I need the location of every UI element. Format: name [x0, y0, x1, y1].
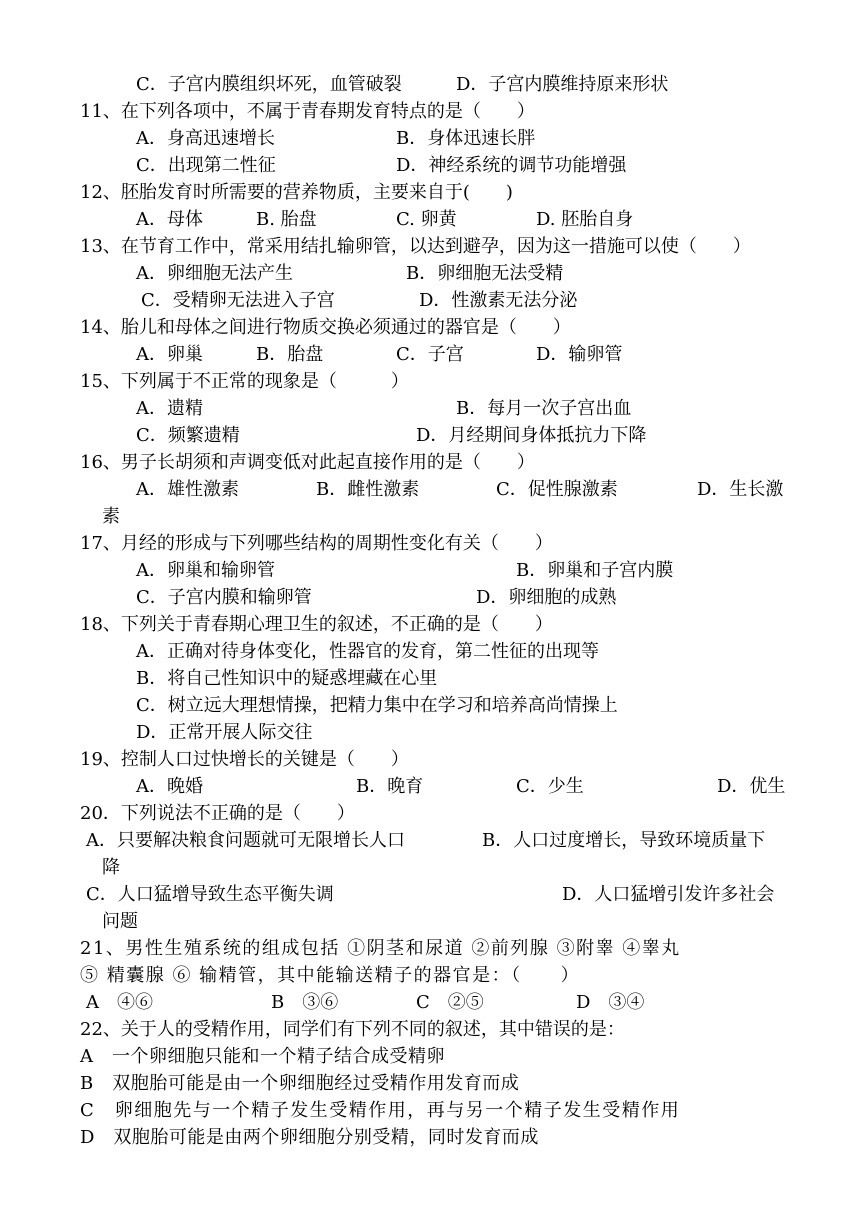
question-13: 13、在节育工作中，常采用结扎输卵管，以达到避孕，因为这一措施可以使（ ） [80, 236, 751, 257]
option-text: D．输卵管 [536, 344, 623, 365]
option-text: D．优生 [717, 776, 786, 797]
option-text: D．性激素无法分泌 [419, 290, 578, 311]
option-text: B．身体迅速长胖 [396, 128, 536, 149]
option-text: A．卵细胞无法产生 [136, 263, 293, 284]
wrapped-text: 问题 [102, 911, 138, 932]
option-text: D．生长激 [697, 479, 784, 500]
option-text: B 双胞胎可能是由一个卵细胞经过受精作用发育而成 [80, 1073, 520, 1094]
option-text: B．卵细胞无法受精 [406, 263, 564, 284]
option-text: A．身高迅速增长 [136, 128, 275, 149]
option-text: A．只要解决粮食问题就可无限增长人口 [86, 830, 405, 851]
option-text: A．晚婚 [136, 776, 203, 797]
question-20: 20．下列说法不正确的是（ ） [80, 803, 355, 824]
question-21: 21、男性生殖系统的组成包括 ①阴茎和尿道 ②前列腺 ③附睾 ④睾丸 [80, 938, 681, 959]
question-18: 18、下列关于青春期心理卫生的叙述，不正确的是（ ） [80, 614, 553, 635]
option-text: B．胎盘 [256, 344, 324, 365]
question-22: 22、关于人的受精作用，同学们有下列不同的叙述，其中错误的是： [80, 1019, 625, 1040]
option-text: C．子宫内膜和输卵管 [136, 587, 312, 608]
option-text: B．人口过度增长，导致环境质量下 [482, 830, 766, 851]
question-16: 16、男子长胡须和声调变低对此起直接作用的是（ ） [80, 452, 535, 473]
option-text: B．将自己性知识中的疑惑埋藏在心里 [136, 668, 438, 689]
option-text: C．人口猛增导致生态平衡失调 [86, 884, 334, 905]
option-text: D ③④ [576, 992, 645, 1013]
question-15: 15、下列属于不正常的现象是（ ） [80, 371, 409, 392]
option-text: D 双胞胎可能是由两个卵细胞分别受精，同时发育而成 [80, 1127, 539, 1148]
wrapped-text: 素 [102, 506, 120, 527]
option-text: B. 胎盘 [256, 209, 317, 230]
option-text: A ④⑥ [86, 992, 153, 1013]
question-21-continued: ⑤ 精囊腺 ⑥ 输精管，其中能输送精子的器官是：（ ） [80, 965, 581, 986]
option-text: A．遗精 [136, 398, 203, 419]
option-text: C．受精卵无法进入子宫 [141, 290, 335, 311]
option-text: A．母体 [136, 209, 203, 230]
option-text: B．雌性激素 [316, 479, 420, 500]
question-12: 12、胚胎发育时所需要的营养物质，主要来自于( ) [80, 182, 513, 203]
option-text: D．卵细胞的成熟 [476, 587, 617, 608]
option-text: A．卵巢和输卵管 [136, 560, 275, 581]
option-text: B．每月一次子宫出血 [456, 398, 632, 419]
option-text: C．出现第二性征 [136, 155, 276, 176]
question-19: 19、控制人口过快增长的关键是（ ） [80, 749, 409, 770]
option-text: D. 胚胎自身 [536, 209, 634, 230]
option-text: A．雄性激素 [136, 479, 239, 500]
option-text: A 一个卵细胞只能和一个精子结合成受精卵 [80, 1046, 445, 1067]
option-text: C. 卵黄 [396, 209, 457, 230]
option-text: B．卵巢和子宫内膜 [516, 560, 674, 581]
option-text: C．子宫内膜组织坏死，血管破裂 [136, 74, 402, 95]
option-text: D．正常开展人际交往 [136, 722, 313, 743]
option-text: C．频繁遗精 [136, 425, 240, 446]
option-text: C．树立远大理想情操，把精力集中在学习和培养高尚情操上 [136, 695, 618, 716]
option-text: C ②⑤ [416, 992, 484, 1013]
wrapped-text: 降 [102, 857, 120, 878]
option-text: C．少生 [516, 776, 584, 797]
option-text: D．月经期间身体抵抗力下降 [416, 425, 647, 446]
question-14: 14、胎儿和母体之间进行物质交换必须通过的器官是（ ） [80, 317, 571, 338]
option-text: C．子宫 [396, 344, 464, 365]
question-11: 11、在下列各项中，不属于青春期发育特点的是（ ） [80, 101, 535, 122]
option-text: A．卵巢 [136, 344, 203, 365]
option-text: D．人口猛增引发许多社会 [562, 884, 775, 905]
option-text: D．神经系统的调节功能增强 [396, 155, 627, 176]
option-text: B ③⑥ [271, 992, 339, 1013]
option-text: B．晚育 [356, 776, 424, 797]
question-17: 17、月经的形成与下列哪些结构的周期性变化有关（ ） [80, 533, 553, 554]
option-text: D．子宫内膜维持原来形状 [456, 74, 669, 95]
option-text: A．正确对待身体变化，性器官的发育，第二性征的出现等 [136, 641, 599, 662]
option-text: C 卵细胞先与一个精子发生受精作用，再与另一个精子发生受精作用 [80, 1100, 681, 1121]
option-text: C．促性腺激素 [496, 479, 618, 500]
